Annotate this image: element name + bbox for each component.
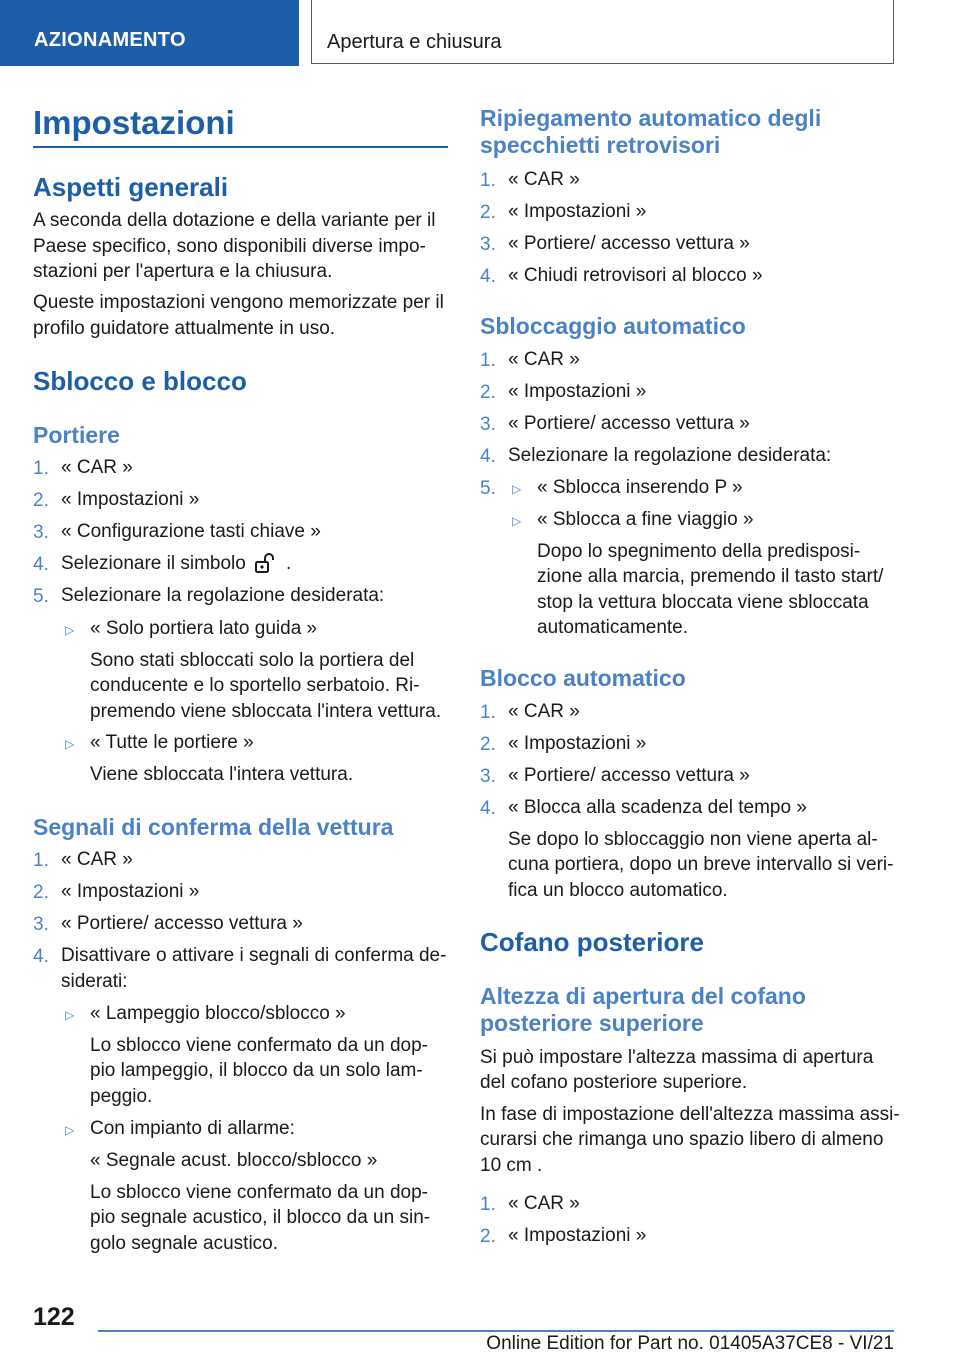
bullet-desc-line: zione alla marcia, premendo il tasto start/: [537, 566, 884, 587]
list-item: « Impostazioni »: [61, 881, 200, 902]
list-item: « Portiere/ accesso vettura »: [508, 413, 750, 434]
bullet-desc-line: Viene sbloccata l'intera vettura.: [90, 764, 354, 785]
aspetti-p1-line3: stazioni per l'apertura e la chiusura.: [33, 261, 333, 282]
heading-segnali: Segnali di conferma della vettura: [33, 814, 394, 840]
altezza-p2-line3: 10 cm .: [480, 1155, 543, 1176]
list-item: « Impostazioni »: [508, 381, 647, 402]
heading-cofano: Cofano posteriore: [480, 927, 704, 957]
list-number: 1.: [480, 1194, 496, 1215]
list-number: 4.: [480, 266, 496, 287]
list-number: 1.: [33, 850, 49, 871]
list-item: « CAR »: [61, 457, 133, 478]
aspetti-p2-line1: Queste impostazioni vengono memorizzate per il: [33, 292, 444, 313]
bullet-desc-line: automaticamente.: [537, 617, 689, 638]
list-number: 4.: [480, 798, 496, 819]
list-item: « Portiere/ accesso vettura »: [508, 765, 750, 786]
bullet-desc-line: premendo viene sbloccata l'intera vettura.: [90, 701, 442, 722]
chapter-tab: [311, 0, 894, 64]
bullet-desc-line: conducente e lo sportello serbatoio. Ri-: [90, 675, 420, 696]
bullet-item: Con impianto di allarme:: [90, 1118, 295, 1139]
list-item: « Impostazioni »: [508, 733, 647, 754]
list-number: 2.: [33, 490, 49, 511]
list-number: 1.: [480, 702, 496, 723]
list-item: « Chiudi retrovisori al blocco »: [508, 265, 763, 286]
list-number: 3.: [480, 766, 496, 787]
bullet-desc-line: peggio.: [90, 1086, 153, 1107]
list-item-cont: siderati:: [61, 971, 128, 992]
list-item: « CAR »: [508, 349, 580, 370]
list-number: 5.: [33, 586, 49, 607]
triangle-bullet-icon: ▷: [65, 1123, 75, 1137]
bullet-desc-line: Dopo lo spegnimento della predisposi-: [537, 541, 861, 562]
bullet-desc-line: pio lampeggio, il blocco da un solo lam-: [90, 1060, 423, 1081]
list-item: Selezionare la regolazione desiderata:: [508, 445, 832, 466]
heading-ripiegamento-line2: specchietti retrovisori: [480, 132, 721, 158]
triangle-bullet-icon: ▷: [65, 1008, 75, 1022]
list-number: 2.: [480, 382, 496, 403]
list-item: « Configurazione tasti chiave »: [61, 521, 321, 542]
altezza-p2-line1: In fase di impostazione dell'altezza massima assi-: [480, 1104, 900, 1125]
list-number: 3.: [480, 234, 496, 255]
list-number: 3.: [33, 522, 49, 543]
section-tab: [0, 0, 299, 66]
bullet-desc-line: Lo sblocco viene confermato da un dop-: [90, 1035, 428, 1056]
list-number: 1.: [480, 170, 496, 191]
triangle-bullet-icon: ▷: [65, 737, 75, 751]
triangle-bullet-icon: ▷: [512, 514, 522, 528]
list-item: « CAR »: [508, 1193, 580, 1214]
triangle-bullet-icon: ▷: [65, 623, 75, 637]
page-title: Impostazioni: [33, 104, 235, 141]
list-number: 4.: [480, 446, 496, 467]
list-number: 4.: [33, 554, 49, 575]
list-item: Selezionare la regolazione desiderata:: [61, 585, 385, 606]
aspetti-p2-line2: profilo guidatore attualmente in uso.: [33, 318, 336, 339]
heading-altezza-line2: posteriore superiore: [480, 1010, 704, 1036]
chapter-label: Apertura e chiusura: [327, 31, 502, 53]
heading-altezza-line1: Altezza di apertura del cofano: [480, 983, 806, 1009]
list-item: « CAR »: [61, 849, 133, 870]
triangle-bullet-icon: ▷: [512, 482, 522, 496]
heading-ripiegamento-line1: Ripiegamento automatico degli: [480, 105, 822, 131]
list-item: « Portiere/ accesso vettura »: [508, 233, 750, 254]
list-item: Disattivare o attivare i segnali di conferma de-: [61, 945, 447, 966]
list-desc-line: fica un blocco automatico.: [508, 880, 728, 901]
list-desc-line: Se dopo lo sbloccaggio non viene aperta al-: [508, 829, 878, 850]
bullet-item: « Sblocca inserendo P »: [537, 477, 743, 498]
bullet-item: « Sblocca a fine viaggio »: [537, 509, 754, 530]
heading-aspetti: Aspetti generali: [33, 172, 229, 202]
heading-sbloccaggio: Sbloccaggio automatico: [480, 313, 746, 339]
unlock-icon: [253, 551, 275, 575]
bullet-sub-item: « Segnale acust. blocco/sblocco »: [90, 1150, 378, 1171]
bullet-desc-line: Lo sblocco viene confermato da un dop-: [90, 1182, 428, 1203]
list-item: « Impostazioni »: [508, 201, 647, 222]
aspetti-p1-line2: Paese specifico, sono disponibili diverse impo-: [33, 236, 426, 257]
list-number: 2.: [480, 734, 496, 755]
list-number: 1.: [480, 350, 496, 371]
bullet-desc-line: Sono stati sbloccati solo la portiera del: [90, 650, 415, 671]
list-item: « Impostazioni »: [61, 489, 200, 510]
list-item: « Impostazioni »: [508, 1225, 647, 1246]
page-number: 122: [33, 1303, 75, 1331]
list-number: 5.: [480, 478, 496, 499]
list-number: 3.: [33, 914, 49, 935]
title-rule: [33, 146, 448, 148]
aspetti-p1-line1: A seconda della dotazione e della variante per il: [33, 210, 436, 231]
heading-sblocco-blocco: Sblocco e blocco: [33, 366, 247, 396]
bullet-desc-line: pio segnale acustico, il blocco da un sin-: [90, 1207, 431, 1228]
footer-edition: Online Edition for Part no. 01405A37CE8 - VI/21: [486, 1333, 894, 1354]
list-number: 1.: [33, 458, 49, 479]
list-item: « Portiere/ accesso vettura »: [61, 913, 303, 934]
altezza-p1-line1: Si può impostare l'altezza massima di apertura: [480, 1047, 874, 1068]
footer-rule: [98, 1330, 894, 1332]
list-number: 2.: [33, 882, 49, 903]
list-number: 3.: [480, 414, 496, 435]
list-item: Selezionare il simbolo: [61, 553, 246, 574]
bullet-item: « Solo portiera lato guida »: [90, 618, 318, 639]
list-number: 4.: [33, 946, 49, 967]
altezza-p2-line2: curarsi che rimanga uno spazio libero di almeno: [480, 1129, 884, 1150]
heading-blocco-automatico: Blocco automatico: [480, 665, 686, 691]
list-item: « CAR »: [508, 701, 580, 722]
list-item: « CAR »: [508, 169, 580, 190]
list-number: 2.: [480, 202, 496, 223]
list-desc-line: cuna portiera, dopo un breve intervallo si veri-: [508, 854, 894, 875]
altezza-p1-line2: del cofano posteriore superiore.: [480, 1072, 748, 1093]
bullet-item: « Tutte le portiere »: [90, 732, 254, 753]
bullet-desc-line: golo segnale acustico.: [90, 1233, 279, 1254]
list-number: 2.: [480, 1226, 496, 1247]
bullet-desc-line: stop la vettura bloccata viene sbloccata: [537, 592, 869, 613]
list-item: « Blocca alla scadenza del tempo »: [508, 797, 807, 818]
list-item-suffix: .: [286, 553, 292, 574]
section-label: AZIONAMENTO: [34, 29, 186, 51]
bullet-item: « Lampeggio blocco/sblocco »: [90, 1003, 346, 1024]
heading-portiere: Portiere: [33, 422, 120, 448]
